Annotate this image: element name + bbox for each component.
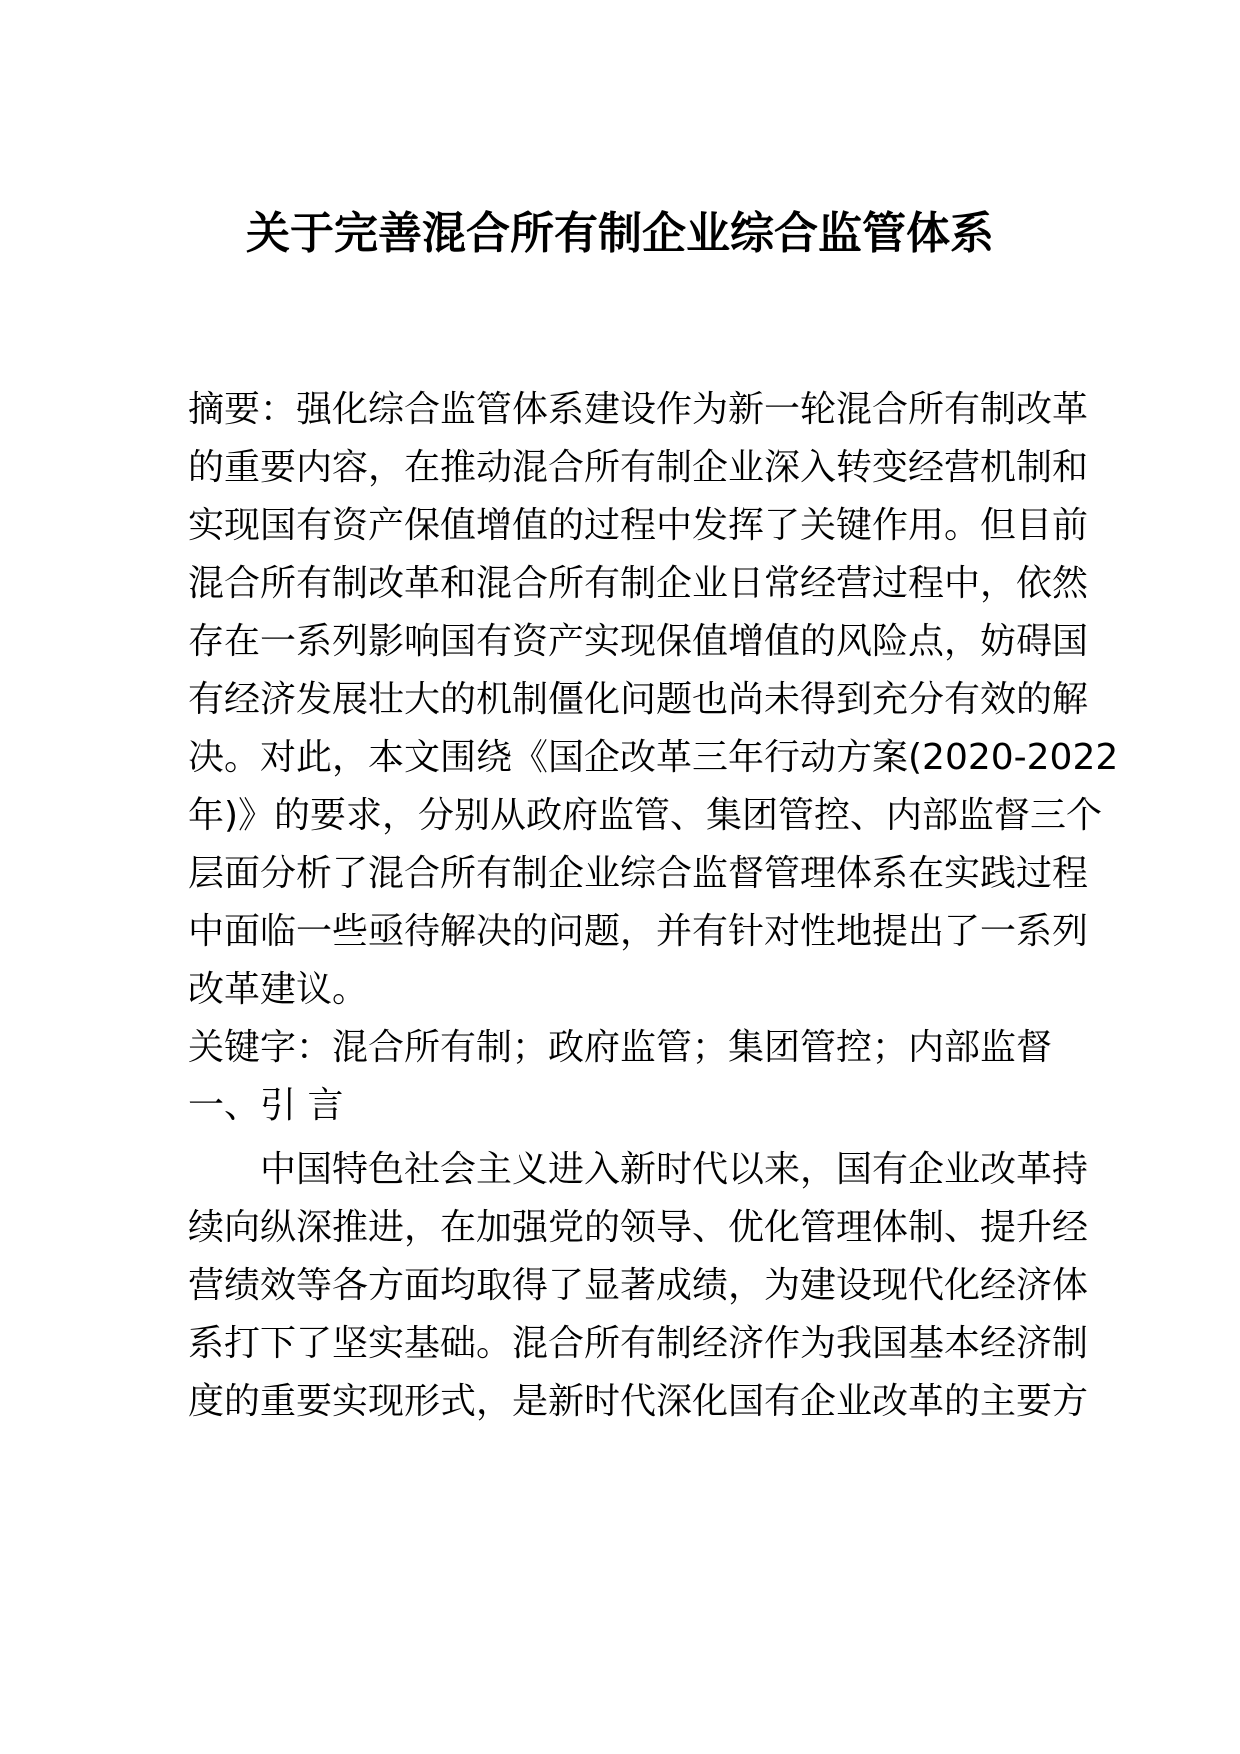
abstract-line: 层面分析了混合所有制企业综合监督管理体系在实践过程 bbox=[188, 853, 1089, 894]
section-heading: 一、引 言 bbox=[188, 1085, 344, 1126]
body-line: 度的重要实现形式，是新时代深化国有企业改革的主要方 bbox=[188, 1381, 1089, 1422]
abstract-line: 实现国有资产保值增值的过程中发挥了关键作用。但目前 bbox=[188, 505, 1089, 546]
abstract-line: 决。对此，本文围绕《国企改革三年行动方案(2020-2022 bbox=[188, 737, 1119, 778]
abstract-line: 存在一系列影响国有资产实现保值增值的风险点，妨碍国 bbox=[188, 621, 1089, 662]
abstract-line: 改革建议。 bbox=[188, 969, 369, 1010]
body-line: 营绩效等各方面均取得了显著成绩，为建设现代化经济体 bbox=[188, 1265, 1089, 1306]
abstract-line: 有经济发展壮大的机制僵化问题也尚未得到充分有效的解 bbox=[188, 679, 1089, 720]
document-title: 关于完善混合所有制企业综合监管体系 bbox=[246, 208, 994, 259]
body-line: 中国特色社会主义进入新时代以来，国有企业改革持 bbox=[260, 1149, 1089, 1190]
abstract-line: 中面临一些亟待解决的问题，并有针对性地提出了一系列 bbox=[188, 911, 1089, 952]
abstract-line: 混合所有制改革和混合所有制企业日常经营过程中，依然 bbox=[188, 563, 1089, 604]
body-line: 续向纵深推进，在加强党的领导、优化管理体制、提升经 bbox=[188, 1207, 1089, 1248]
abstract-line: 的重要内容，在推动混合所有制企业深入转变经营机制和 bbox=[188, 447, 1089, 488]
keywords: 关键字：混合所有制；政府监管；集团管控；内部监督 bbox=[188, 1027, 1053, 1068]
abstract-line: 年)》的要求，分别从政府监管、集团管控、内部监督三个 bbox=[188, 795, 1103, 836]
body-line: 系打下了坚实基础。混合所有制经济作为我国基本经济制 bbox=[188, 1323, 1089, 1364]
abstract-line: 摘要：强化综合监管体系建设作为新一轮混合所有制改革 bbox=[188, 389, 1089, 430]
